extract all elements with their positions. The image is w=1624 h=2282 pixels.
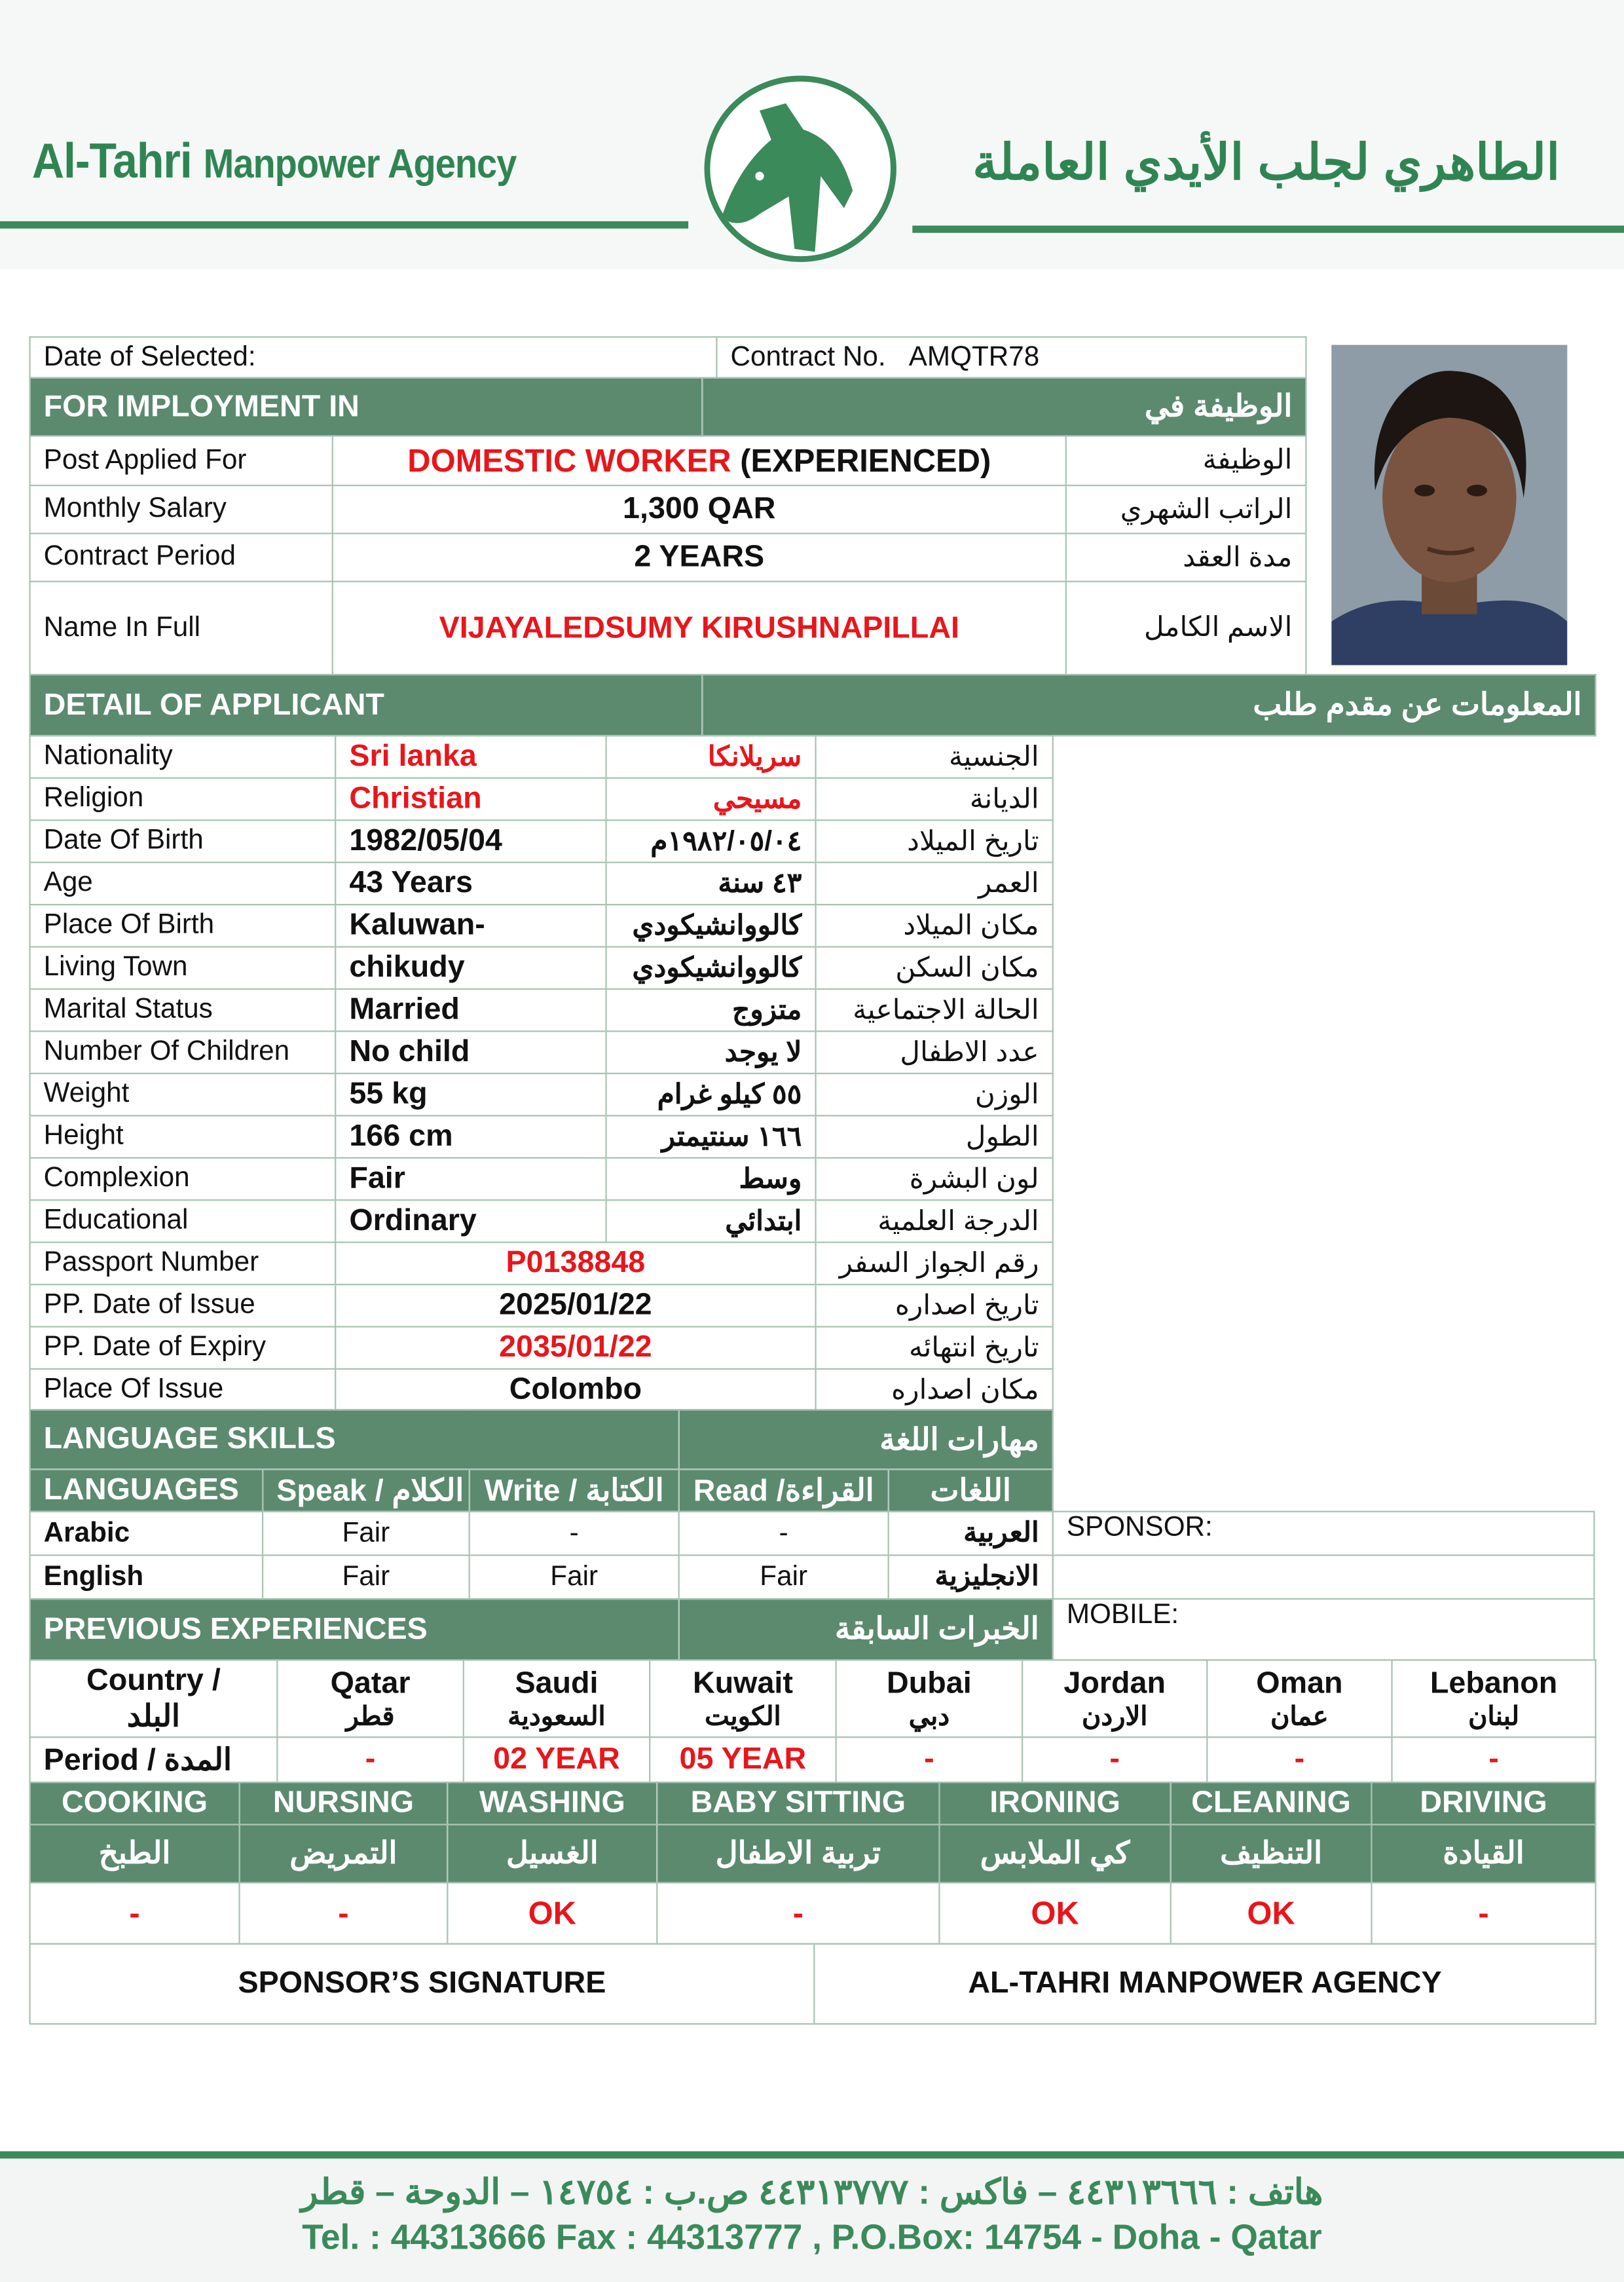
sponsor-field[interactable]: SPONSOR: <box>1053 1512 1595 1556</box>
post-qualifier: (EXPERIENCED) <box>731 441 991 478</box>
country-name: Kuwait <box>692 1666 793 1700</box>
field-label: Name In Full <box>30 582 333 675</box>
divider <box>0 221 688 229</box>
field-value-ar: كالووانشيكودي <box>606 905 816 946</box>
skill-value: OK <box>447 1882 657 1943</box>
country-name: Oman <box>1256 1666 1343 1700</box>
field-label-ar: تاريخ اصداره <box>816 1284 1053 1326</box>
detail-row <box>30 1158 1053 1200</box>
field-value-ar: ٤٣ سنة <box>606 863 816 905</box>
country-name: Saudi <box>515 1666 599 1700</box>
field-value-ar: كالووانشيكودي <box>606 947 816 989</box>
skill-en: IRONING <box>939 1782 1170 1824</box>
field-label-ar: رقم الجواز السفر <box>816 1243 1053 1284</box>
field-value: Colombo <box>335 1369 815 1411</box>
contract-label: Contract No. <box>730 341 886 372</box>
col-header: LANGUAGES <box>30 1469 263 1511</box>
skill-en: WASHING <box>447 1782 657 1824</box>
skills-table <box>29 1782 1596 1945</box>
country-name-ar: قطر <box>346 1700 395 1730</box>
field-label-ar: مكان الميلاد <box>816 905 1053 946</box>
language-row <box>30 1512 1053 1556</box>
field-label-ar: لون البشرة <box>816 1158 1053 1200</box>
period-value: - <box>1022 1737 1207 1782</box>
write-level: - <box>470 1512 679 1556</box>
contract-period-value: 2 YEARS <box>333 533 1066 581</box>
skill-value: - <box>240 1882 448 1943</box>
country-name: Lebanon <box>1430 1666 1558 1700</box>
country-name-ar: عمان <box>1270 1700 1329 1730</box>
field-label: Weight <box>30 1074 336 1115</box>
section-title: FOR IMPLOYMENT IN <box>30 378 703 436</box>
divider <box>912 225 1624 233</box>
country-name: Qatar <box>330 1666 411 1700</box>
skill-value: - <box>657 1882 939 1943</box>
skill-value: - <box>30 1882 240 1943</box>
language-name: Arabic <box>30 1512 263 1556</box>
field-value: 55 kg <box>335 1074 606 1115</box>
field-value-ar: متزوج <box>606 989 816 1031</box>
field-label-ar: تاريخ انتهائه <box>816 1327 1053 1369</box>
brand-name-part: Manpower Agency <box>203 141 517 187</box>
field-label: Educational <box>30 1200 336 1242</box>
country-name: Dubai <box>887 1666 972 1700</box>
field-label: Complexion <box>30 1158 336 1200</box>
field-label: PP. Date of Expiry <box>30 1327 336 1369</box>
detail-row <box>30 1369 1053 1411</box>
field-value: Christian <box>335 778 606 820</box>
write-level: Fair <box>470 1555 679 1599</box>
field-value-ar: لا يوجد <box>606 1031 816 1073</box>
skill-ar: الغسيل <box>447 1825 657 1883</box>
speak-level: Fair <box>263 1512 470 1556</box>
field-label-ar: مكان السكن <box>816 947 1053 989</box>
section-title: LANGUAGE SKILLS <box>30 1410 679 1469</box>
contract-number <box>716 337 1306 377</box>
contact-en: Tel. : 44313666 Fax : 44313777 , P.O.Box: 14754 - Doha - Qatar <box>302 2218 1322 2258</box>
country-name-ar: دبي <box>908 1700 950 1730</box>
field-value: 43 Years <box>335 863 606 905</box>
period-label: Period / المدة <box>30 1737 278 1782</box>
field-value: Fair <box>335 1158 606 1200</box>
footer <box>0 2151 1624 2282</box>
field-label: Place Of Issue <box>30 1369 336 1411</box>
field-label-ar: الجنسية <box>816 736 1053 777</box>
period-value: - <box>1392 1737 1596 1782</box>
skill-value: OK <box>1171 1882 1372 1943</box>
brand-name-en <box>32 134 516 191</box>
field-label-ar: تاريخ الميلاد <box>816 820 1053 862</box>
country-jordan <box>1022 1660 1207 1737</box>
field-label: Post Applied For <box>30 436 333 486</box>
sponsor-signature: SPONSOR’S SIGNATURE <box>30 1944 815 2024</box>
section-title-ar: المعلومات عن مقدم طلب <box>702 675 1595 736</box>
skill-en: CLEANING <box>1171 1782 1372 1824</box>
skill-ar: كي الملابس <box>939 1825 1170 1883</box>
post-title: DOMESTIC WORKER <box>407 441 731 478</box>
field-value: 1982/05/04 <box>335 820 606 862</box>
country-name-ar: لبنان <box>1468 1700 1520 1730</box>
country-kuwait <box>650 1660 836 1737</box>
post-applied-value <box>333 436 1066 486</box>
contact-ar: هاتف : ٤٤٣١٣٦٦٦ – فاكس : ٤٤٣١٣٧٧٧ ص.ب : ١٤٧٥٤ – الدوحة – قطر <box>301 2173 1323 2213</box>
country-name: Jordan <box>1063 1666 1166 1700</box>
field-label-ar: الراتب الشهري <box>1066 485 1306 533</box>
field-value: 2025/01/22 <box>335 1284 815 1326</box>
skills-row-en <box>30 1782 1596 1824</box>
country-saudi <box>464 1660 650 1737</box>
detail-row <box>30 1243 1053 1284</box>
language-row <box>30 1555 1053 1599</box>
skill-en: DRIVING <box>1371 1782 1595 1824</box>
applicant-photo <box>1331 345 1567 665</box>
skill-ar: تربية الاطفال <box>657 1825 939 1883</box>
field-value-ar: مسيحي <box>606 778 816 820</box>
employment-section <box>29 377 1306 676</box>
field-label-ar: الديانة <box>816 778 1053 820</box>
detail-row <box>30 1074 1053 1115</box>
country-name-ar: السعودية <box>507 1700 606 1730</box>
field-value-ar: سريلانكا <box>606 736 816 777</box>
field-value: chikudy <box>335 947 606 989</box>
skill-ar: التنظيف <box>1171 1825 1372 1883</box>
agency-signature: AL-TAHRI MANPOWER AGENCY <box>814 1944 1595 2024</box>
country-oman <box>1207 1660 1392 1737</box>
detail-row <box>30 1200 1053 1242</box>
field-value: No child <box>335 1031 606 1073</box>
applicant-details-table <box>29 735 1053 1412</box>
detail-row <box>30 1031 1053 1073</box>
field-label-ar: مدة العقد <box>1066 533 1306 581</box>
detail-row <box>30 1115 1053 1157</box>
field-label-ar: الحالة الاجتماعية <box>816 989 1053 1031</box>
field-label: Passport Number <box>30 1243 336 1284</box>
sponsor-box <box>1052 1511 1595 1661</box>
skill-en: NURSING <box>240 1782 448 1824</box>
col-header: اللغات <box>889 1469 1053 1511</box>
field-value: 2035/01/22 <box>335 1327 815 1369</box>
country-qatar <box>277 1660 463 1737</box>
col-header: Speak / الكلام <box>263 1469 470 1511</box>
skill-en: BABY SITTING <box>657 1782 939 1824</box>
detail-row <box>30 820 1053 862</box>
country-name-ar: الكويت <box>705 1700 781 1730</box>
section-title-ar: الوظيفة في <box>702 378 1306 436</box>
language-name: English <box>30 1555 263 1599</box>
contract-row <box>29 336 1306 378</box>
detail-row <box>30 778 1053 820</box>
detail-row <box>30 905 1053 946</box>
speak-level: Fair <box>263 1555 470 1599</box>
sponsor-blank <box>1053 1555 1595 1599</box>
country-name-ar: الاردن <box>1081 1700 1148 1730</box>
field-label: Marital Status <box>30 989 336 1031</box>
divider <box>0 2151 1624 2158</box>
field-value: Sri lanka <box>335 736 606 777</box>
field-label-ar: الطول <box>816 1115 1053 1157</box>
language-name-ar: الانجليزية <box>889 1555 1053 1599</box>
language-name-ar: العربية <box>889 1512 1053 1556</box>
salary-value: 1,300 QAR <box>333 485 1066 533</box>
field-value-ar: ٥٥ كيلو غرام <box>606 1074 816 1115</box>
read-level: Fair <box>679 1555 889 1599</box>
field-label: Height <box>30 1115 336 1157</box>
detail-row <box>30 989 1053 1031</box>
date-selected-label: Date of Selected: <box>30 337 717 377</box>
field-value-ar: ١٩٨٢/٠٥/٠٤م <box>606 820 816 862</box>
skill-ar: التمريض <box>240 1825 448 1883</box>
skill-en: COOKING <box>30 1782 240 1824</box>
skill-value: - <box>1371 1882 1595 1943</box>
field-label: Living Town <box>30 947 336 989</box>
detail-row <box>30 1284 1053 1326</box>
detail-row <box>30 947 1053 989</box>
period-value: - <box>277 1737 463 1782</box>
skills-row-value <box>30 1882 1596 1943</box>
country-lebanon <box>1392 1660 1596 1737</box>
field-label-ar: الاسم الكامل <box>1066 582 1306 675</box>
detail-row <box>30 863 1053 905</box>
field-label: Number Of Children <box>30 1031 336 1073</box>
section-title-ar: الخبرات السابقة <box>679 1599 1053 1660</box>
signature-table <box>29 1943 1596 2025</box>
field-label: PP. Date of Issue <box>30 1284 336 1326</box>
field-label-ar: الوظيفة <box>1066 436 1306 486</box>
field-value-ar: ابتدائي <box>606 1200 816 1242</box>
period-value: - <box>1207 1737 1392 1782</box>
section-title: DETAIL OF APPLICANT <box>30 675 703 736</box>
field-label: Monthly Salary <box>30 485 333 533</box>
contract-value: AMQTR78 <box>908 341 1040 372</box>
col-header: Read /القراءة <box>679 1469 889 1511</box>
previous-experience-table <box>29 1659 1596 1783</box>
field-label-ar: الدرجة العلمية <box>816 1200 1053 1242</box>
field-label: Age <box>30 863 336 905</box>
field-label: Nationality <box>30 736 336 777</box>
letterhead <box>0 0 1624 269</box>
country-dubai <box>836 1660 1022 1737</box>
section-title: PREVIOUS EXPERIENCES <box>30 1599 679 1660</box>
field-label-ar: مكان اصداره <box>816 1369 1053 1411</box>
brand-name-ar: الطاهري لجلب الأيدي العاملة <box>972 135 1560 191</box>
country-row <box>30 1660 1596 1737</box>
brand-name-part: Al-Tahri <box>31 134 192 189</box>
period-value: 02 YEAR <box>464 1737 650 1782</box>
detail-row <box>30 1327 1053 1369</box>
read-level: - <box>679 1512 889 1556</box>
field-value-ar: وسط <box>606 1158 816 1200</box>
field-label: Contract Period <box>30 533 333 581</box>
period-value: 05 YEAR <box>650 1737 836 1782</box>
language-skills-table <box>29 1409 1053 1660</box>
col-header: Write / الكتابة <box>470 1469 679 1511</box>
field-label-ar: عدد الاطفال <box>816 1031 1053 1073</box>
field-value: Ordinary <box>335 1200 606 1242</box>
section-title-ar: مهارات اللغة <box>679 1410 1053 1469</box>
skill-ar: الطبخ <box>30 1825 240 1883</box>
field-label-ar: الوزن <box>816 1074 1053 1115</box>
field-label: Place Of Birth <box>30 905 336 946</box>
field-value: P0138848 <box>335 1243 815 1284</box>
field-label: Date Of Birth <box>30 820 336 862</box>
full-name-value: VIJAYALEDSUMY KIRUSHNAPILLAI <box>333 582 1066 675</box>
period-value: - <box>836 1737 1022 1782</box>
mobile-field[interactable]: MOBILE: <box>1053 1599 1595 1660</box>
field-value: Married <box>335 989 606 1031</box>
field-value-ar: ١٦٦ سنتيمتر <box>606 1115 816 1157</box>
period-row <box>30 1737 1596 1782</box>
skill-value: OK <box>939 1882 1170 1943</box>
field-label: Religion <box>30 778 336 820</box>
skill-ar: القيادة <box>1371 1825 1595 1883</box>
field-value: 166 cm <box>335 1115 606 1157</box>
field-value: Kaluwan- <box>335 905 606 946</box>
skills-row-ar <box>30 1825 1596 1883</box>
country-label-ar: البلد <box>126 1699 181 1733</box>
country-label-en: Country / <box>86 1662 221 1696</box>
detail-header <box>29 674 1596 737</box>
field-label-ar: العمر <box>816 863 1053 905</box>
horse-head-logo-icon <box>701 74 899 263</box>
detail-row <box>30 736 1053 777</box>
country-label <box>30 1660 278 1737</box>
